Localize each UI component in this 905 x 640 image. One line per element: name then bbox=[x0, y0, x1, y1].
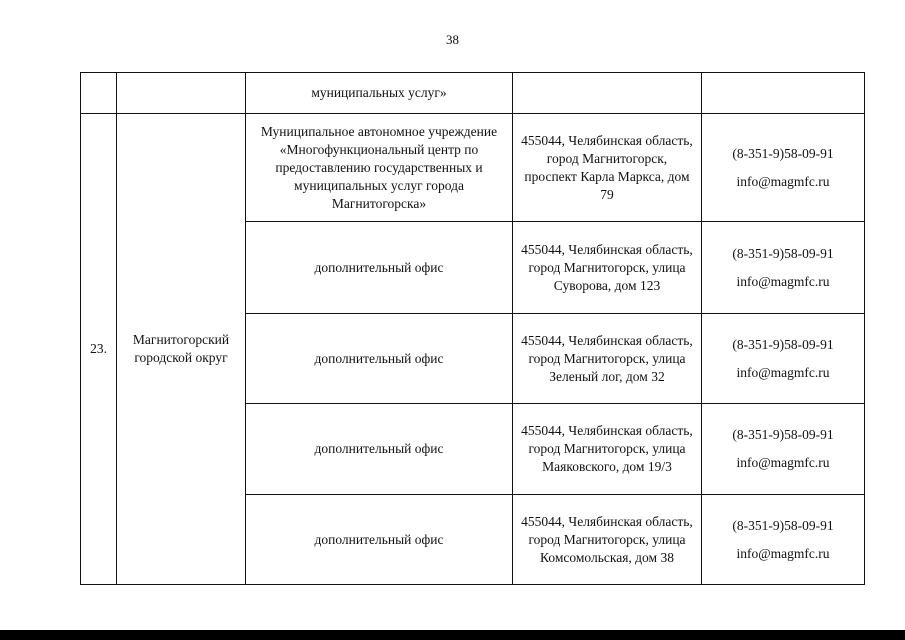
office-email: info@magmfc.ru bbox=[736, 455, 830, 470]
office-address: 455044, Челябинская область, город Магнитогорск, улица Комсомольская, дом 38 bbox=[513, 495, 702, 585]
office-name: дополнительный офис bbox=[246, 222, 513, 314]
page-number: 38 bbox=[446, 32, 459, 47]
office-address: 455044, Челябинская область, город Магнитогорск, проспект Карла Маркса, дом 79 bbox=[513, 114, 702, 222]
office-address: 455044, Челябинская область, город Магнитогорск, улица Суворова, дом 123 bbox=[513, 222, 702, 314]
mfc-registry-table bbox=[80, 72, 865, 585]
office-phone: (8-351-9)58-09-91 bbox=[732, 336, 834, 352]
continuation-address-cell bbox=[513, 73, 702, 114]
office-address: 455044, Челябинская область, город Магнитогорск, улица Маяковского, дом 19/3 bbox=[513, 404, 702, 495]
office-phone: (8-351-9)58-09-91 bbox=[732, 245, 834, 261]
office-phone: (8-351-9)58-09-91 bbox=[732, 145, 834, 161]
office-contacts bbox=[702, 495, 865, 585]
district-name: Магнитогорский городской округ bbox=[117, 114, 246, 585]
office-contacts bbox=[702, 222, 865, 314]
office-name: дополнительный офис bbox=[246, 404, 513, 495]
scan-bottom-edge bbox=[0, 630, 905, 640]
continuation-contact-cell bbox=[702, 73, 865, 114]
table-row bbox=[81, 114, 865, 222]
office-email: info@magmfc.ru bbox=[736, 364, 830, 380]
office-email: info@magmfc.ru bbox=[736, 173, 830, 189]
office-name: дополнительный офис bbox=[246, 495, 513, 585]
office-name: дополнительный офис bbox=[246, 314, 513, 404]
continuation-name-cell: муниципальных услуг» bbox=[246, 73, 513, 114]
continuation-row bbox=[81, 73, 865, 114]
continuation-number-cell bbox=[81, 73, 117, 114]
entry-number: 23. bbox=[81, 114, 117, 585]
office-phone: (8-351-9)58-09-91 bbox=[732, 517, 834, 533]
office-address: 455044, Челябинская область, город Магнитогорск, улица Зеленый лог, дом 32 bbox=[513, 314, 702, 404]
office-name: Муниципальное автономное учреждение «Многофункциональный центр по предоставлению государственных и муниципальных услуг города Магнитогорска» bbox=[246, 114, 513, 222]
office-phone: (8-351-9)58-09-91 bbox=[732, 427, 834, 442]
office-email: info@magmfc.ru bbox=[736, 273, 830, 289]
office-contacts bbox=[702, 314, 865, 404]
office-contacts bbox=[702, 114, 865, 222]
office-contacts bbox=[702, 404, 865, 495]
continuation-district-cell bbox=[117, 73, 246, 114]
office-email: info@magmfc.ru bbox=[736, 545, 830, 561]
